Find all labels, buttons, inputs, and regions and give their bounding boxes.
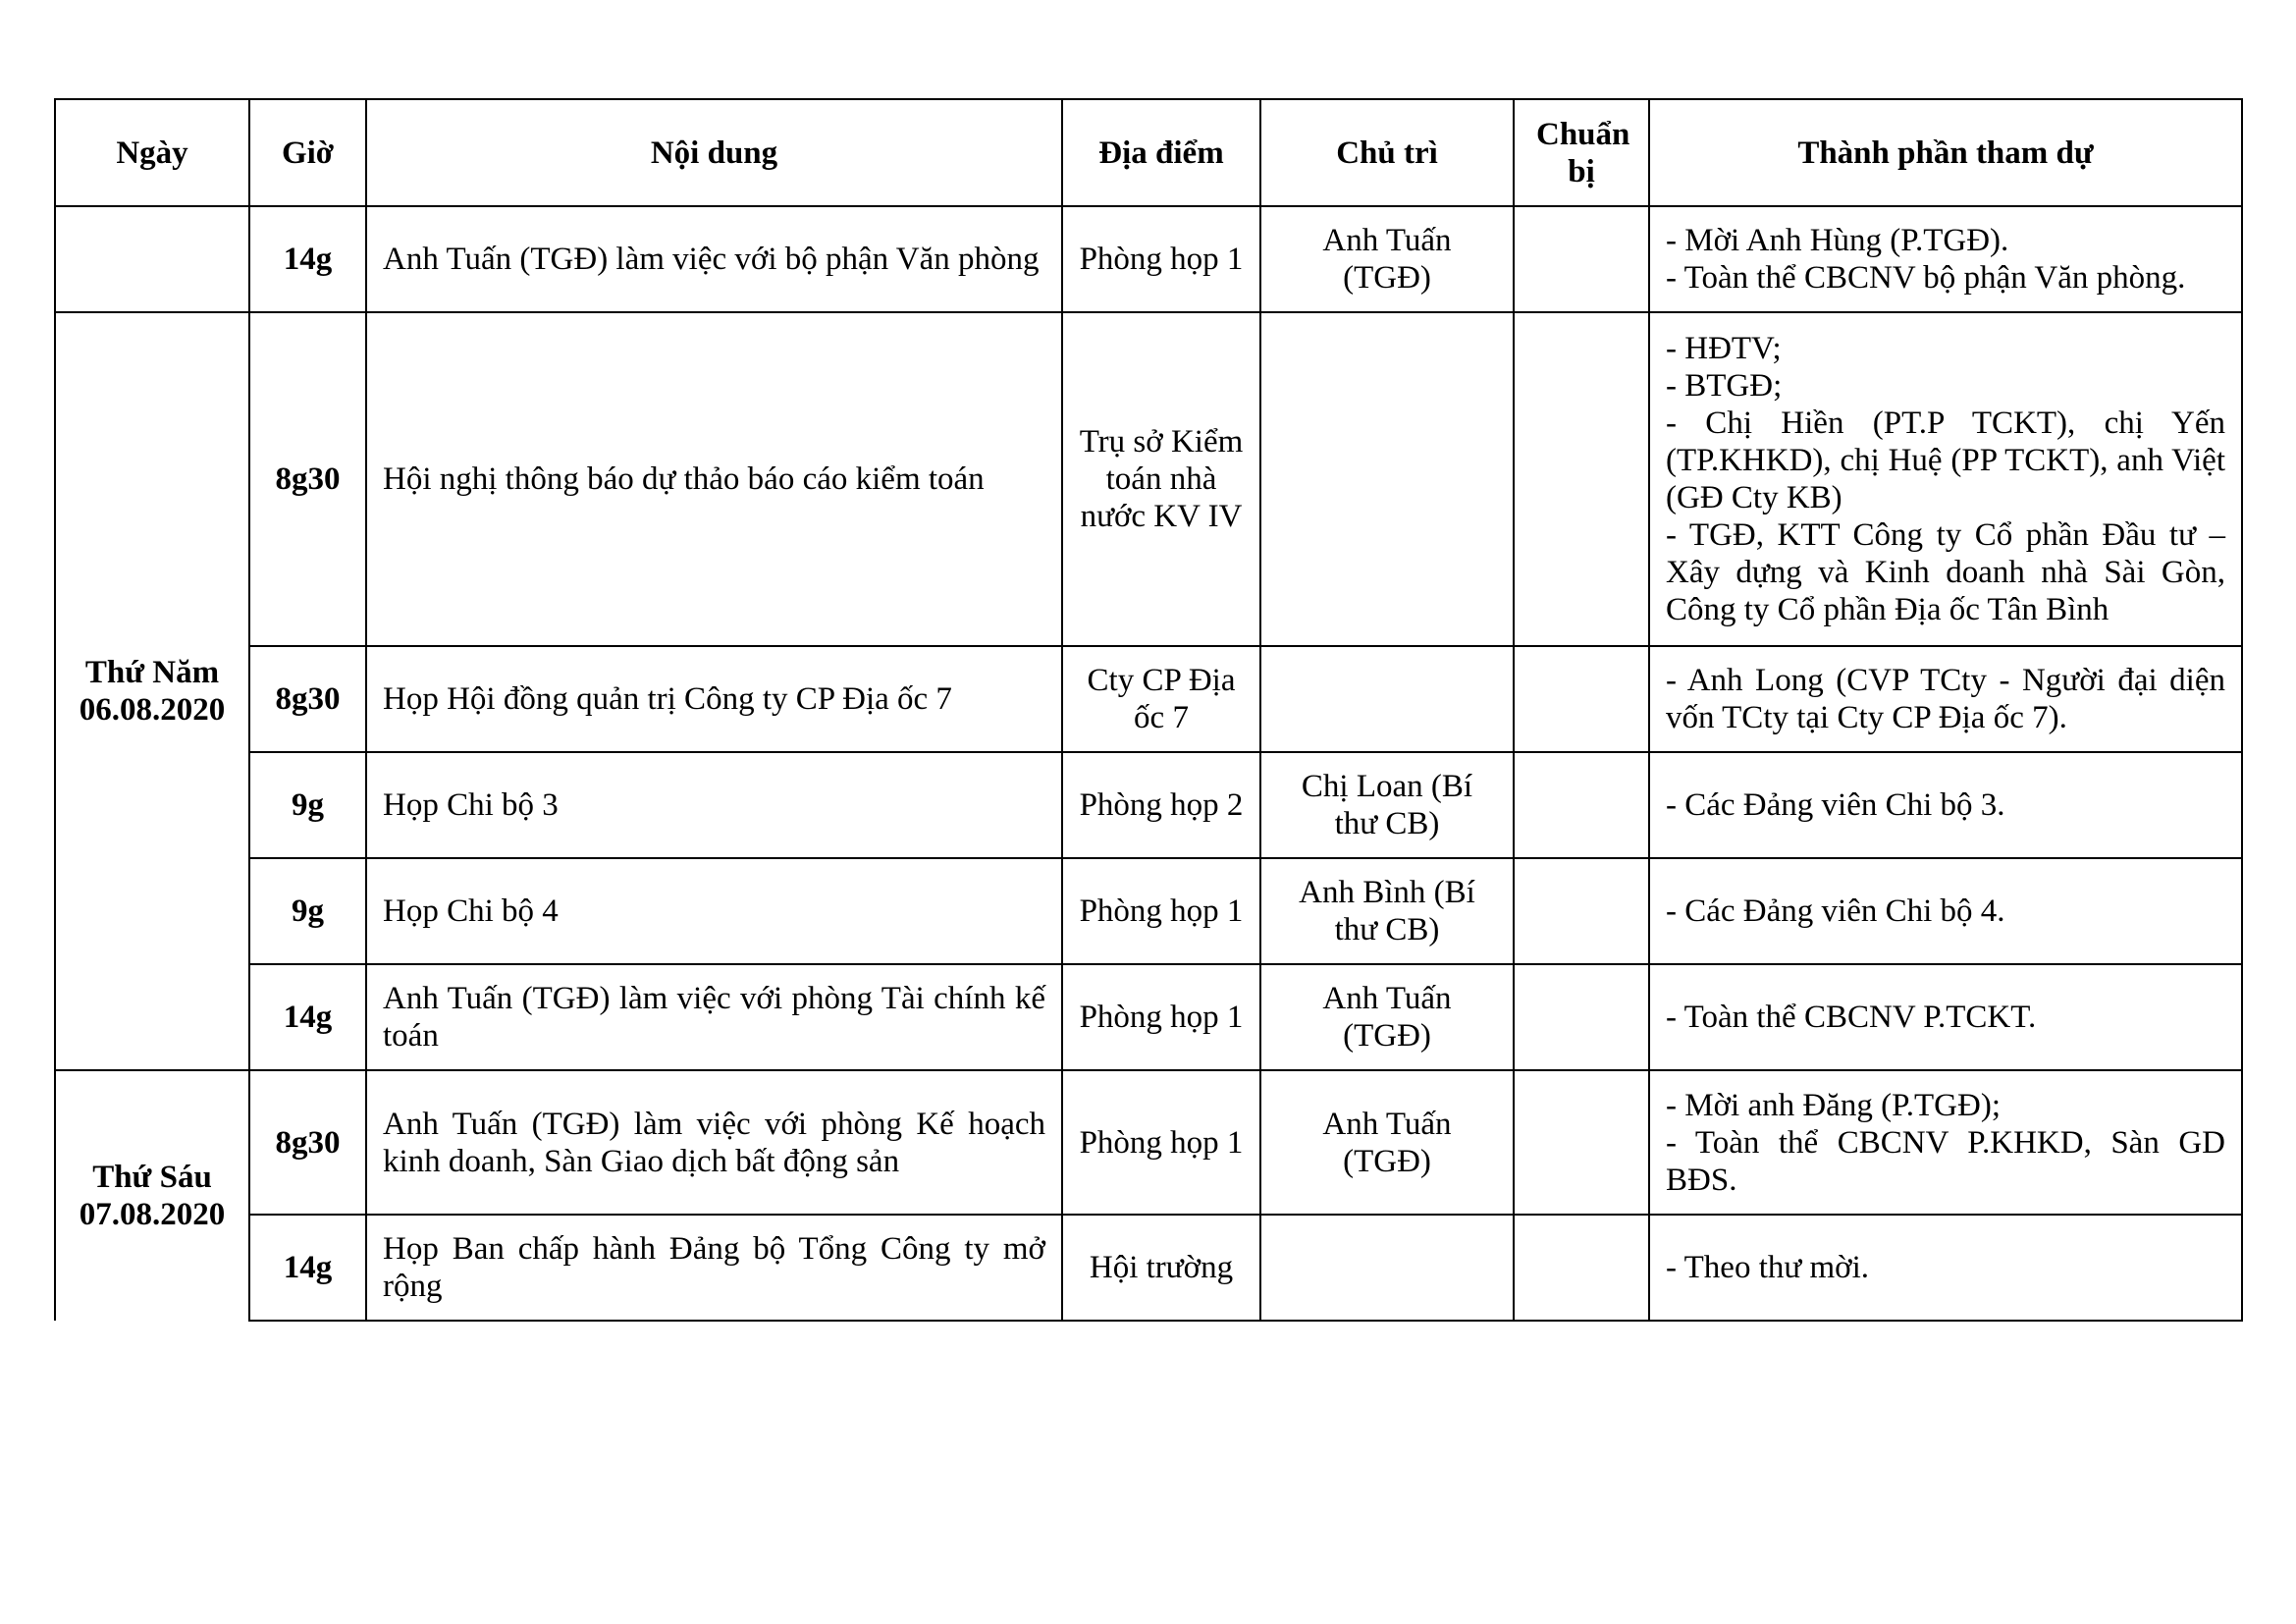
day-name: Thứ Năm [84, 655, 220, 690]
table-row [55, 1070, 2242, 1215]
content-cell: Họp Chi bộ 3 [366, 752, 1062, 858]
participant-line: - TGĐ, KTT Công ty Cổ phần Đầu tư – Xây dựng và Kinh doanh nhà Sài Gòn, Công ty Cổ phần Địa ốc Tân Bình [1666, 517, 2225, 627]
chair-cell: Chị Loan (Bí thư CB) [1260, 752, 1514, 858]
participant-line: - Anh Long (CVP TCty - Người đại diện vốn TCty tại Cty CP Địa ốc 7). [1666, 663, 2225, 735]
content-cell: Họp Hội đồng quản trị Công ty CP Địa ốc 7 [366, 646, 1062, 752]
prepare-cell [1514, 752, 1649, 858]
prepare-cell [1514, 312, 1649, 646]
location-cell: Hội trường [1062, 1215, 1260, 1321]
prepare-cell [1514, 206, 1649, 312]
day-cell [55, 312, 249, 1070]
day-cell [55, 1070, 249, 1321]
chair-cell: Anh Tuấn (TGĐ) [1260, 206, 1514, 312]
header-time: Giờ [249, 99, 366, 206]
day-date: 06.08.2020 [79, 692, 226, 728]
chair-cell [1260, 1215, 1514, 1321]
prepare-cell [1514, 858, 1649, 964]
prepare-cell [1514, 1070, 1649, 1215]
time-cell: 8g30 [249, 1070, 366, 1215]
table-row [55, 1215, 2242, 1321]
table-row [55, 206, 2242, 312]
time-cell: 14g [249, 1215, 366, 1321]
participant-line: - Toàn thể CBCNV P.KHKD, Sàn GD BĐS. [1666, 1124, 2225, 1198]
content-cell: Hội nghị thông báo dự thảo báo cáo kiểm toán [366, 312, 1062, 646]
chair-cell: Anh Tuấn (TGĐ) [1260, 964, 1514, 1070]
participant-line: - Mời anh Đăng (P.TGĐ); [1666, 1087, 2001, 1123]
participant-line: - HĐTV; [1666, 331, 1782, 366]
participant-line: - Toàn thể CBCNV bộ phận Văn phòng. [1666, 260, 2186, 296]
day-cell-empty [55, 206, 249, 312]
participant-line: - Các Đảng viên Chi bộ 4. [1666, 893, 2005, 929]
content-cell: Anh Tuấn (TGĐ) làm việc với phòng Tài chính kế toán [366, 964, 1062, 1070]
participants-cell [1649, 312, 2242, 646]
time-cell: 14g [249, 964, 366, 1070]
day-name: Thứ Sáu [92, 1160, 212, 1195]
participants-cell [1649, 206, 2242, 312]
location-cell: Cty CP Địa ốc 7 [1062, 646, 1260, 752]
participants-cell [1649, 1070, 2242, 1215]
prepare-cell [1514, 646, 1649, 752]
participant-line: - Theo thư mời. [1666, 1250, 1870, 1285]
content-cell: Anh Tuấn (TGĐ) làm việc với bộ phận Văn phòng [366, 206, 1062, 312]
time-cell: 14g [249, 206, 366, 312]
participants-cell [1649, 1215, 2242, 1321]
participant-line: - BTGĐ; [1666, 368, 1783, 404]
location-cell: Phòng họp 1 [1062, 964, 1260, 1070]
header-location: Địa điểm [1062, 99, 1260, 206]
time-cell: 8g30 [249, 646, 366, 752]
location-cell: Phòng họp 1 [1062, 858, 1260, 964]
time-cell: 9g [249, 858, 366, 964]
chair-cell [1260, 312, 1514, 646]
table-row [55, 858, 2242, 964]
header-chair: Chủ trì [1260, 99, 1514, 206]
chair-cell: Anh Tuấn (TGĐ) [1260, 1070, 1514, 1215]
location-cell: Trụ sở Kiểm toán nhà nước KV IV [1062, 312, 1260, 646]
participant-line: - Chị Hiền (PT.P TCKT), chị Yến (TP.KHKD), chị Huệ (PP TCKT), anh Việt (GĐ Cty KB) [1666, 406, 2225, 515]
header-prepare: Chuẩn bị [1514, 99, 1649, 206]
participants-cell [1649, 858, 2242, 964]
prepare-cell [1514, 1215, 1649, 1321]
table-row [55, 964, 2242, 1070]
participant-line: - Toàn thể CBCNV P.TCKT. [1666, 1000, 2037, 1035]
chair-cell [1260, 646, 1514, 752]
schedule-table [54, 98, 2243, 1322]
content-cell: Anh Tuấn (TGĐ) làm việc với phòng Kế hoạch kinh doanh, Sàn Giao dịch bất động sản [366, 1070, 1062, 1215]
prepare-cell [1514, 964, 1649, 1070]
participants-cell [1649, 646, 2242, 752]
header-row [55, 99, 2242, 206]
header-participants: Thành phần tham dự [1649, 99, 2242, 206]
time-cell: 8g30 [249, 312, 366, 646]
day-date: 07.08.2020 [79, 1197, 226, 1232]
content-cell: Họp Ban chấp hành Đảng bộ Tổng Công ty mở rộng [366, 1215, 1062, 1321]
participants-cell [1649, 752, 2242, 858]
table-row [55, 752, 2242, 858]
table-row [55, 312, 2242, 646]
table-row [55, 646, 2242, 752]
chair-cell: Anh Bình (Bí thư CB) [1260, 858, 1514, 964]
participant-line: - Mời Anh Hùng (P.TGĐ). [1666, 223, 2009, 258]
time-cell: 9g [249, 752, 366, 858]
participants-cell [1649, 964, 2242, 1070]
participant-line: - Các Đảng viên Chi bộ 3. [1666, 787, 2005, 823]
location-cell: Phòng họp 2 [1062, 752, 1260, 858]
header-content: Nội dung [366, 99, 1062, 206]
content-cell: Họp Chi bộ 4 [366, 858, 1062, 964]
location-cell: Phòng họp 1 [1062, 206, 1260, 312]
location-cell: Phòng họp 1 [1062, 1070, 1260, 1215]
header-day: Ngày [55, 99, 249, 206]
